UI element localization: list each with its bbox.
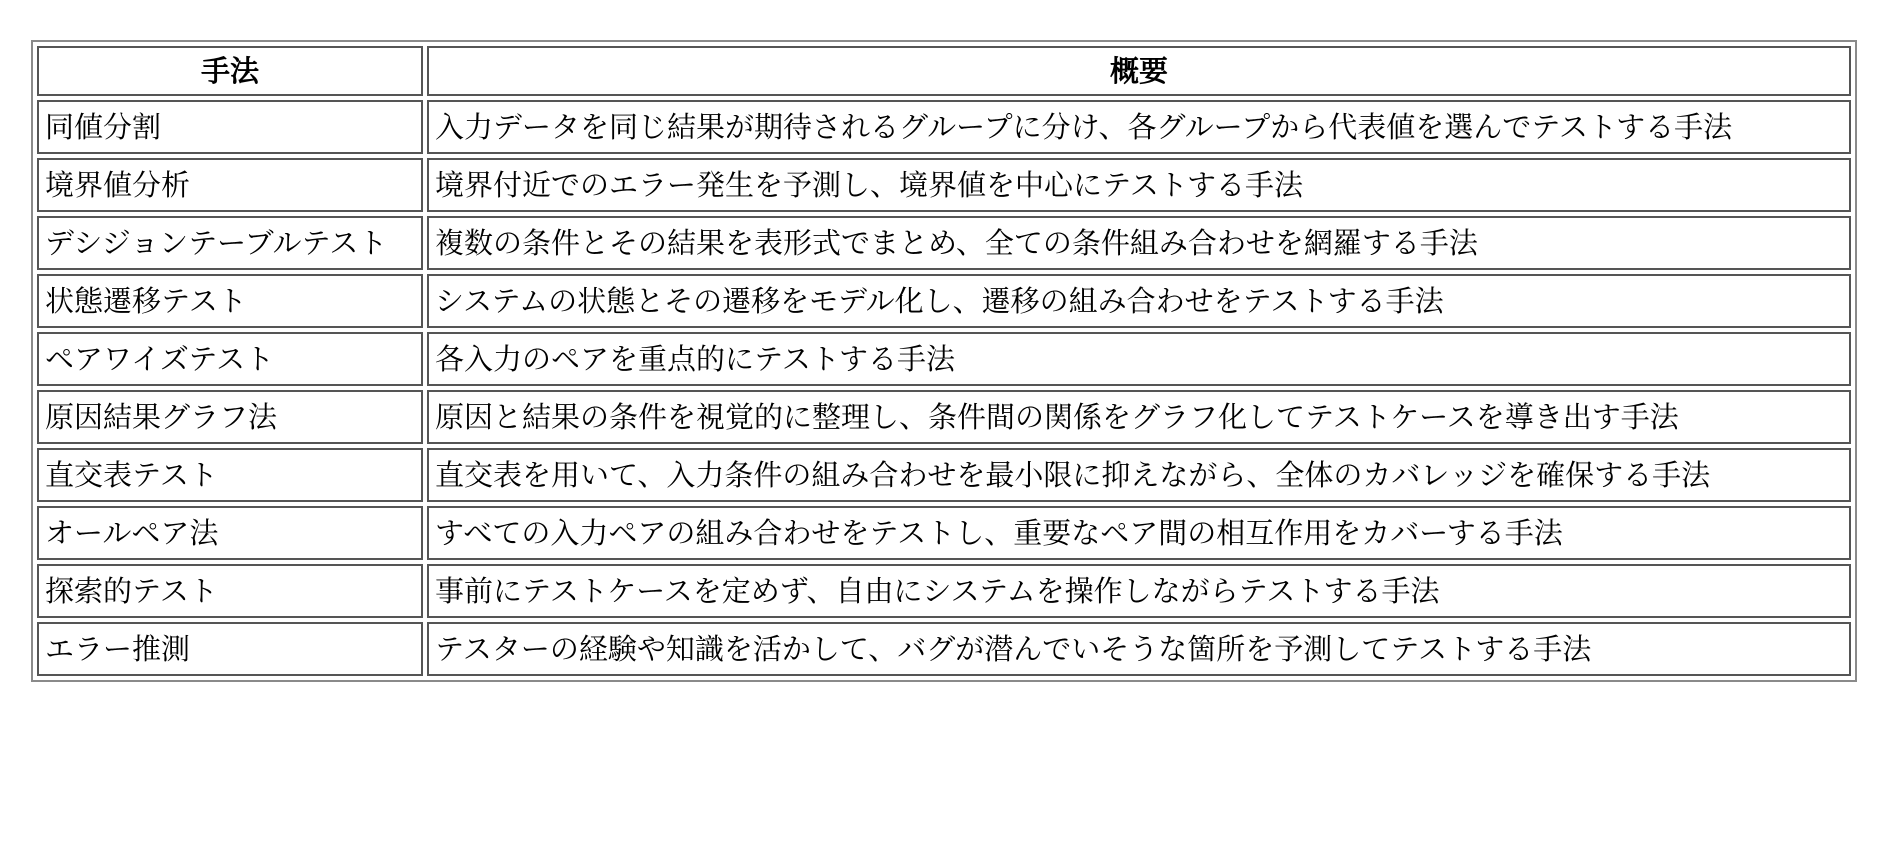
method-cell: ペアワイズテスト	[37, 332, 423, 386]
header-summary: 概要	[427, 46, 1851, 96]
table-row	[37, 448, 1851, 502]
table-row	[37, 564, 1851, 618]
table-row	[37, 390, 1851, 444]
table-row	[37, 274, 1851, 328]
summary-cell: 各入力のペアを重点的にテストする手法	[427, 332, 1851, 386]
table-container	[31, 40, 1857, 682]
test-methods-table	[31, 40, 1857, 682]
table-row	[37, 100, 1851, 154]
summary-cell: すべての入力ペアの組み合わせをテストし、重要なペア間の相互作用をカバーする手法	[427, 506, 1851, 560]
method-cell: 原因結果グラフ法	[37, 390, 423, 444]
header-method: 手法	[37, 46, 423, 96]
method-cell: エラー推測	[37, 622, 423, 676]
method-cell: 直交表テスト	[37, 448, 423, 502]
summary-cell: テスターの経験や知識を活かして、バグが潜んでいそうな箇所を予測してテストする手法	[427, 622, 1851, 676]
summary-cell: 境界付近でのエラー発生を予測し、境界値を中心にテストする手法	[427, 158, 1851, 212]
summary-cell: システムの状態とその遷移をモデル化し、遷移の組み合わせをテストする手法	[427, 274, 1851, 328]
method-cell: 探索的テスト	[37, 564, 423, 618]
method-cell: 状態遷移テスト	[37, 274, 423, 328]
table-row	[37, 158, 1851, 212]
summary-cell: 入力データを同じ結果が期待されるグループに分け、各グループから代表値を選んでテストする手法	[427, 100, 1851, 154]
table-row	[37, 216, 1851, 270]
summary-cell: 原因と結果の条件を視覚的に整理し、条件間の関係をグラフ化してテストケースを導き出す手法	[427, 390, 1851, 444]
table-row	[37, 622, 1851, 676]
method-cell: 同値分割	[37, 100, 423, 154]
table-header-row	[37, 46, 1851, 96]
summary-cell: 事前にテストケースを定めず、自由にシステムを操作しながらテストする手法	[427, 564, 1851, 618]
summary-cell: 複数の条件とその結果を表形式でまとめ、全ての条件組み合わせを網羅する手法	[427, 216, 1851, 270]
method-cell: デシジョンテーブルテスト	[37, 216, 423, 270]
table-row	[37, 506, 1851, 560]
method-cell: 境界値分析	[37, 158, 423, 212]
method-cell: オールペア法	[37, 506, 423, 560]
table-row	[37, 332, 1851, 386]
summary-cell: 直交表を用いて、入力条件の組み合わせを最小限に抑えながら、全体のカバレッジを確保する手法	[427, 448, 1851, 502]
